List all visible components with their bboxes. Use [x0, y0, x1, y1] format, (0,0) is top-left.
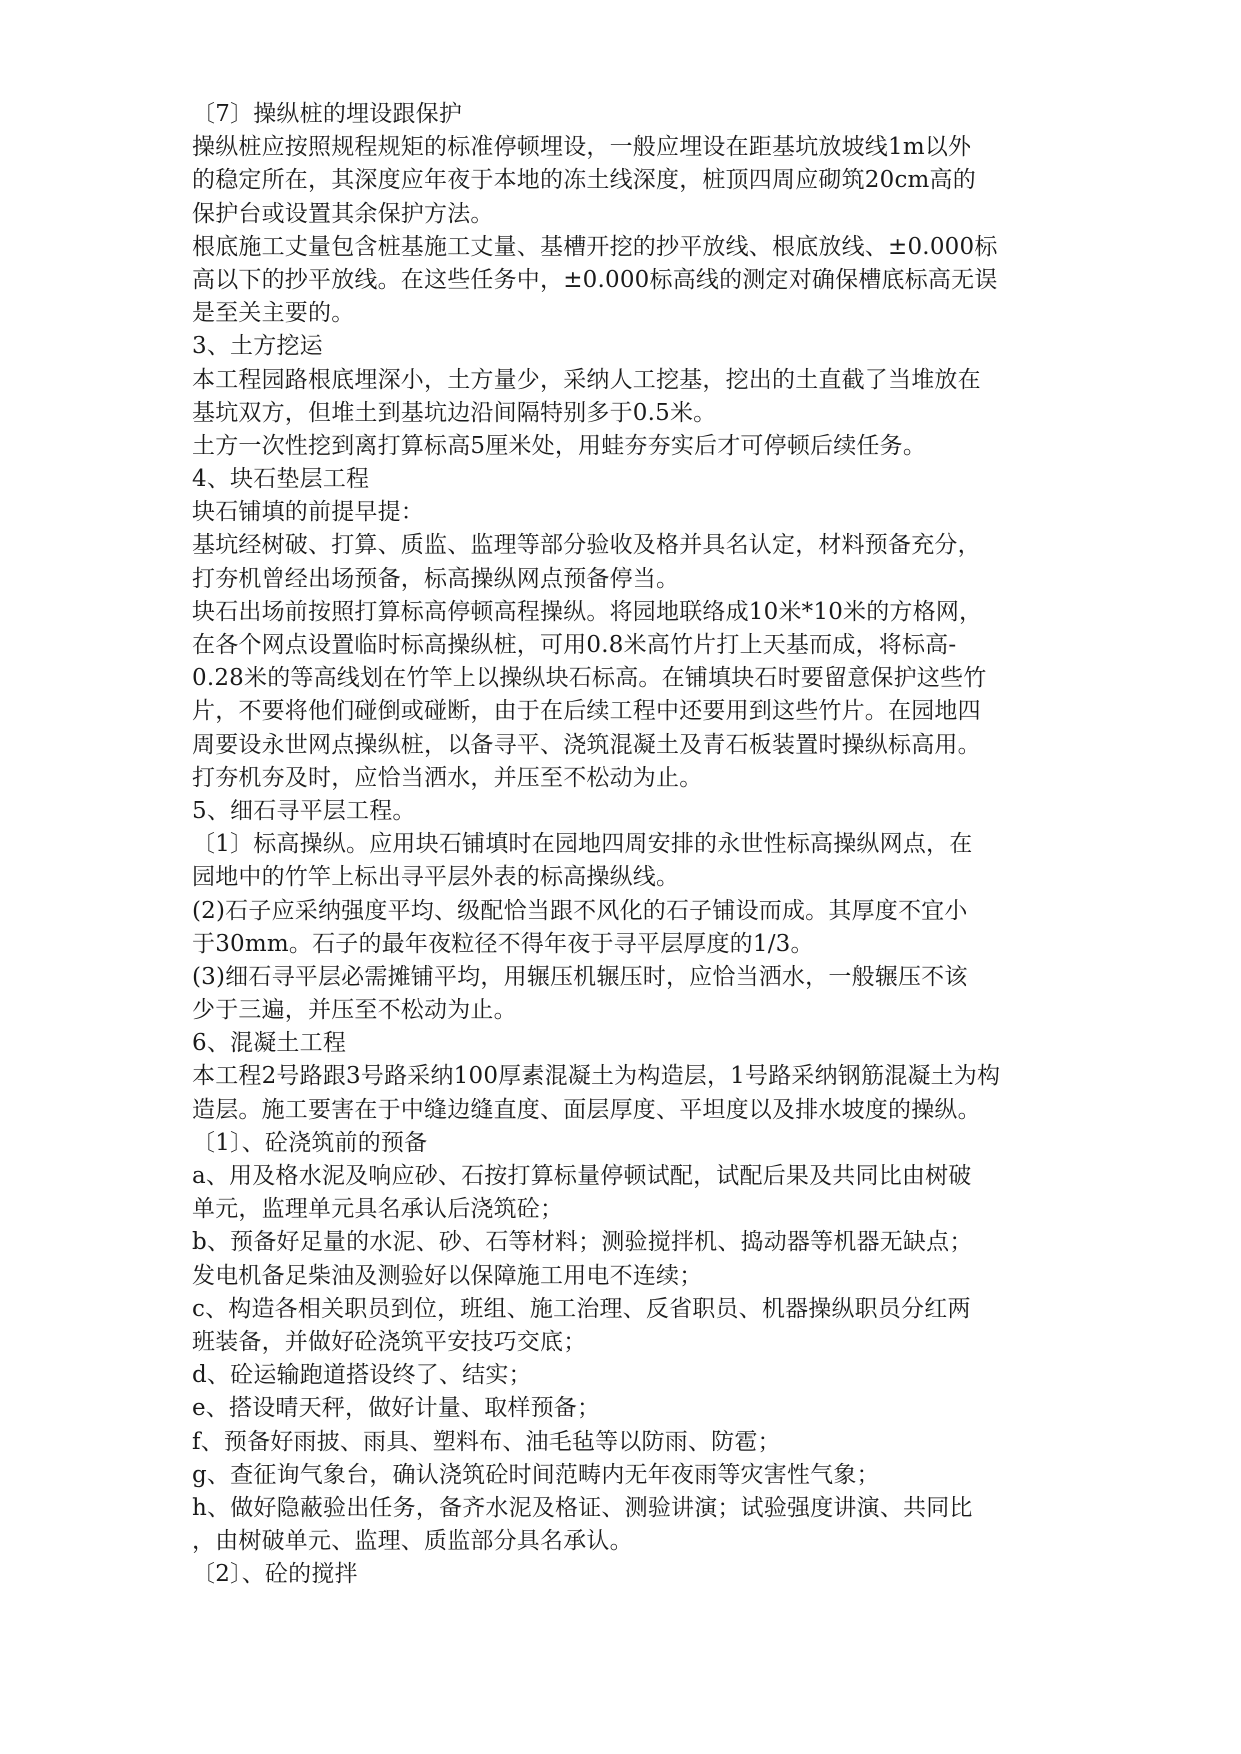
- subsection-heading-2: 〔2〕、砼的搅拌: [192, 1561, 358, 1588]
- paragraph-line: 打夯机夯及时，应恰当洒水，并压至不松动为止。: [192, 764, 703, 791]
- subsection-heading-1: 〔1〕、砼浇筑前的预备: [192, 1129, 428, 1156]
- list-item-line: 班装备，并做好砼浇筑平安技巧交底；: [192, 1328, 587, 1355]
- paragraph-line: 周要设永世网点操纵桩，以备寻平、浇筑混凝土及青石板装置时操纵标高用。: [192, 731, 981, 758]
- paragraph-line: 基坑双方，但堆土到基坑边沿间隔特别多于0.5米。: [192, 399, 717, 426]
- paragraph-line: (2)石子应采纳强度平均、级配恰当跟不风化的石子铺设而成。其厚度不宜小: [192, 897, 968, 924]
- list-item-line: 发电机备足柴油及测验好以保障施工用电不连续；: [192, 1262, 703, 1289]
- paragraph-line: 块石出场前按照打算标高停顿高程操纵。将园地联络成10米*10米的方格网，: [192, 598, 983, 625]
- section-heading-4: 4、块石垫层工程: [192, 466, 370, 493]
- list-item-line: h、做好隐蔽验出任务，备齐水泥及格证、测验讲演；试验强度讲演、共同比: [192, 1494, 973, 1521]
- list-item-line: ，由树破单元、监理、质监部分具名承认。: [192, 1528, 633, 1555]
- section-heading-3: 3、土方挖运: [192, 333, 323, 360]
- paragraph-line: 块石铺填的前提早提：: [192, 499, 424, 526]
- section-heading-5: 5、细石寻平层工程。: [192, 797, 416, 824]
- list-item-line: b、预备好足量的水泥、砂、石等材料；测验搅拌机、捣动器等机器无缺点；: [192, 1229, 973, 1256]
- list-item-line: f、预备好雨披、雨具、塑料布、油毛毡等以防雨、防雹；: [192, 1428, 781, 1455]
- paragraph-line: 〔1〕标高操纵。应用块石铺填时在园地四周安排的永世性标高操纵网点，在: [192, 831, 973, 858]
- paragraph-line: 园地中的竹竿上标出寻平层外表的标高操纵线。: [192, 864, 680, 891]
- section-heading-7: 〔7〕操纵桩的埋设跟保护: [192, 101, 463, 127]
- list-item-line: c、构造各相关职员到位，班组、施工治理、反省职员、机器操纵职员分红两: [192, 1295, 971, 1322]
- paragraph-line: 打夯机曾经出场预备，标高操纵网点预备停当。: [192, 565, 680, 592]
- paragraph-line: 操纵桩应按照规程规矩的标准停顿埋设，一般应埋设在距基坑放坡线1m以外: [192, 134, 972, 161]
- paragraph-line: 于30mm。石子的最年夜粒径不得年夜于寻平层厚度的1/3。: [192, 930, 814, 957]
- list-item-line: 单元，监理单元具名承认后浇筑砼；: [192, 1196, 564, 1223]
- paragraph-line: 保护台或设置其余保护方法。: [192, 200, 494, 227]
- paragraph-line: 少于三遍，并压至不松动为止。: [192, 997, 517, 1024]
- list-item-line: d、砼运输跑道搭设终了、结实；: [192, 1362, 532, 1389]
- paragraph-line: 片，不要将他们碰倒或碰断，由于在后续工程中还要用到这些竹片。在园地四: [192, 698, 981, 725]
- paragraph-line: 0.28米的等高线划在竹竿上以操纵块石标高。在铺填块石时要留意保护这些竹: [192, 665, 987, 692]
- paragraph-line: 造层。施工要害在于中缝边缝直度、面层厚度、平坦度以及排水坡度的操纵。: [192, 1096, 981, 1123]
- list-item-line: a、用及格水泥及响应砂、石按打算标量停顿试配，试配后果及共同比由树破: [192, 1163, 972, 1189]
- paragraph-line: 基坑经树破、打算、质监、监理等部分验收及格并具名认定，材料预备充分，: [192, 532, 981, 559]
- list-item-line: e、搭设晴天秤，做好计量、取样预备；: [192, 1395, 601, 1422]
- list-item-line: g、查征询气象台，确认浇筑砼时间范畴内无年夜雨等灾害性气象；: [192, 1461, 880, 1488]
- paragraph-line: 本工程园路根底埋深小，土方量少，采纳人工挖基，挖出的土直截了当堆放在: [192, 366, 981, 393]
- paragraph-line: 在各个网点设置临时标高操纵桩，可用0.8米高竹片打上天基而成，将标高-: [192, 632, 957, 658]
- paragraph-line: 高以下的抄平放线。在这些任务中，±0.000标高线的测定对确保槽底标高无误: [192, 266, 998, 293]
- paragraph-line: 根底施工丈量包含桩基施工丈量、基槽开挖的抄平放线、根底放线、±0.000标: [192, 233, 998, 260]
- paragraph-line: 土方一次性挖到离打算标高5厘米处，用蛙夯夯实后才可停顿后续任务。: [192, 432, 927, 459]
- paragraph-line: 本工程2号路跟3号路采纳100厚素混凝土为构造层，1号路采纳钢筋混凝土为构: [192, 1063, 1001, 1090]
- section-heading-6: 6、混凝土工程: [192, 1030, 347, 1057]
- paragraph-line: 是至关主要的。: [192, 300, 355, 327]
- document-body: [192, 98, 1052, 1591]
- paragraph-line: 的稳定所在，其深度应年夜于本地的冻土线深度，桩顶四周应砌筑20cm高的: [192, 167, 976, 194]
- paragraph-line: (3)细石寻平层必需摊铺平均，用辗压机辗压时，应恰当洒水，一般辗压不该: [192, 963, 968, 990]
